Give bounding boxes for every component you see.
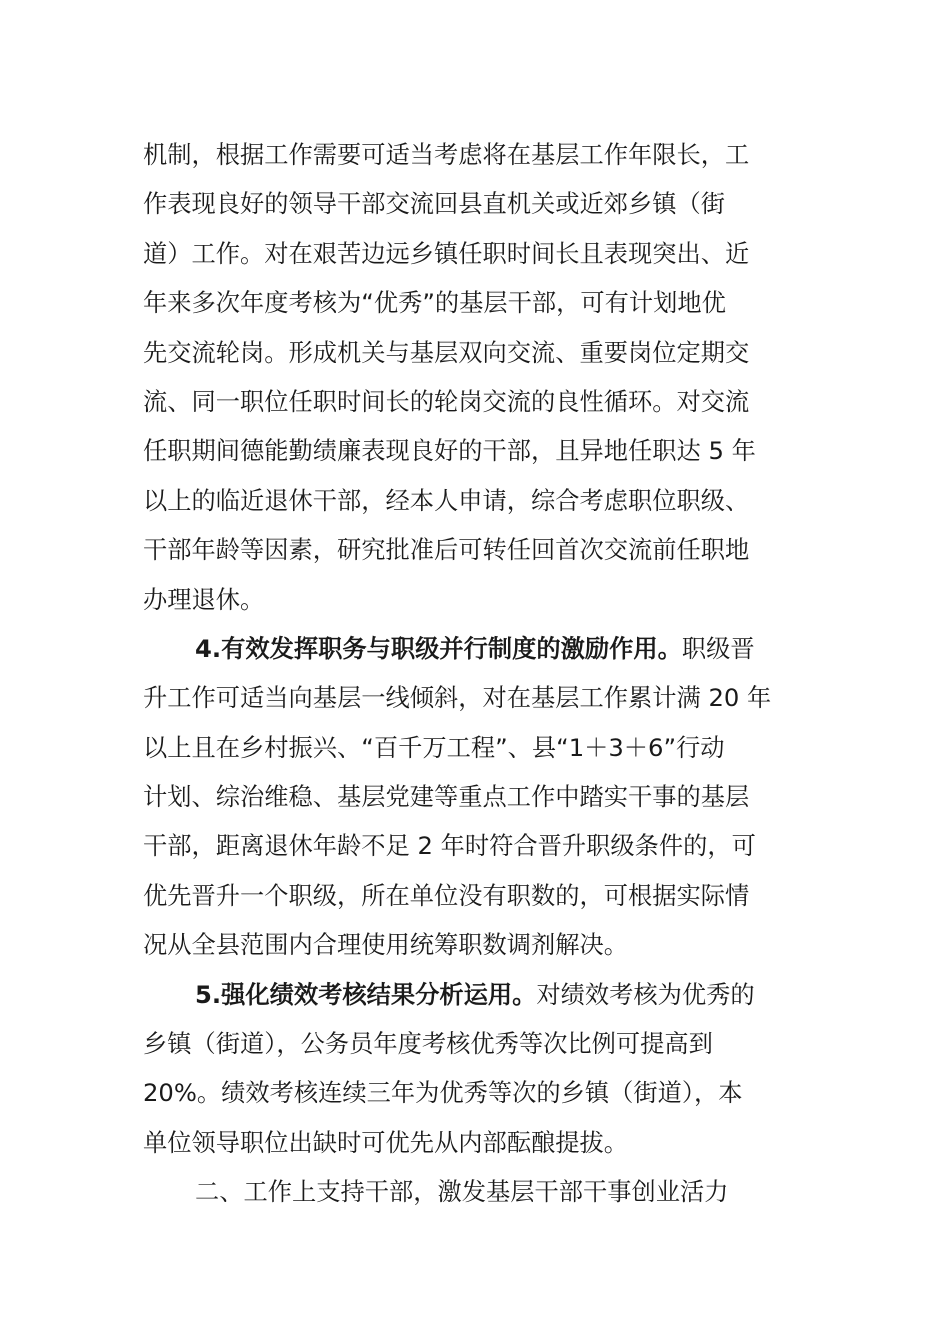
text-run: 对绩效考核为优秀的: [536, 979, 755, 1009]
text-line: 20%。绩效考核连续三年为优秀等次的乡镇（街道），本: [143, 1078, 743, 1108]
text-line: 单位领导职位出缺时可优先从内部酝酿提拔。: [143, 1127, 629, 1157]
text-line: 计划、综治维稳、基层党建等重点工作中踏实干事的基层: [143, 782, 750, 812]
text-line: 乡镇（街道），公务员年度考核优秀等次比例可提高到: [143, 1029, 713, 1059]
section-heading-4: 4.有效发挥职务与职级并行制度的激励作用。: [195, 633, 682, 663]
text-line: 机制，根据工作需要可适当考虑将在基层工作年限长，工: [143, 140, 750, 169]
text-line: 优先晋升一个职级，所在单位没有职数的，可根据实际情: [143, 880, 750, 910]
text-line: 况从全县范围内合理使用统筹职数调剂解决。: [143, 930, 629, 960]
text-line: 年来多次年度考核为“优秀”的基层干部，可有计划地优: [143, 288, 726, 318]
text-line: 办理退休。: [143, 584, 265, 614]
text-run: 职级晋: [681, 633, 755, 663]
text-line: 干部，距离退休年龄不足 2 年时符合晋升职级条件的，可: [143, 831, 756, 861]
text-line: 以上且在乡村振兴、“百千万工程”、县“1＋3＋6”行动: [143, 732, 725, 762]
paragraph-4-first-line: [143, 624, 823, 673]
text-line: 流、同一职位任职时间长的轮岗交流的良性循环。对交流: [143, 386, 750, 416]
text-line: 升工作可适当向基层一线倾斜，对在基层工作累计满 20 年: [143, 683, 772, 713]
document-body: [143, 130, 823, 1217]
paragraph-5-first-line: [143, 970, 823, 1019]
text-line: 任职期间德能勤绩廉表现良好的干部，且异地任职达 5 年: [143, 436, 756, 466]
text-line: 以上的临近退休干部，经本人申请，综合考虑职位职级、: [143, 485, 750, 515]
text-line: 先交流轮岗。形成机关与基层双向交流、重要岗位定期交: [143, 337, 750, 367]
text-line: 道）工作。对在艰苦边远乡镇任职时间长且表现突出、近: [143, 238, 750, 268]
text-line: 作表现良好的领导干部交流回县直机关或近郊乡镇（街: [143, 189, 726, 219]
text-line: 干部年龄等因素，研究批准后可转任回首次交流前任职地: [143, 535, 750, 565]
section-heading-2: 二、工作上支持干部，激发基层干部干事创业活力: [195, 1177, 729, 1207]
section-heading-5: 5.强化绩效考核结果分析运用。: [195, 979, 537, 1009]
